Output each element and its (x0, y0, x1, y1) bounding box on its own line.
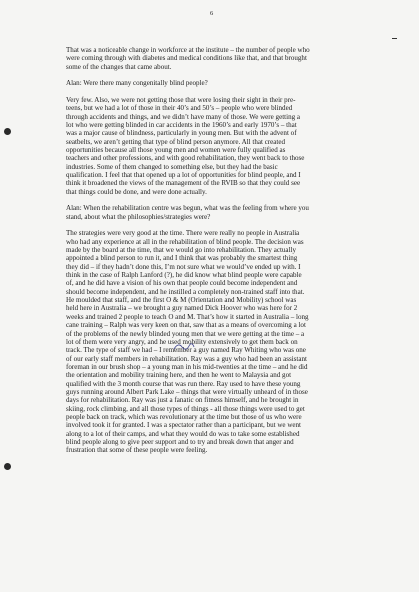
paragraph-p2 (66, 79, 366, 87)
punch-hole (4, 128, 11, 135)
text-line: were coming through with diabetes and medical conditions like that, and that brought (66, 54, 307, 63)
text-line: of, and he did have a vision of his own that people could become independent and (66, 279, 298, 288)
text-line: He moulded that staff, and the first O & M (Orientation and Mobility) school was (66, 296, 297, 305)
text-line: weeks and trained 2 people to teach O and M. That’s how it started in Australia – long (66, 312, 309, 321)
text-line: was a major cause of blindness, particularly in young men. But with the advent of (66, 129, 297, 138)
text-line: teens, but we had a lot of those in their 40’s and 50’s – people who were blinded (66, 104, 293, 113)
page-mark (392, 38, 397, 39)
text-line: through accidents and things, and we didn’t have many of those. We were getting a (66, 112, 301, 121)
text-line: people back on track, which was revolutionary at the time but those of us who were (66, 412, 302, 421)
text-line: made by the board at the time, that we would go into rehabilitation. They actually (66, 246, 297, 255)
paragraph-p1 (66, 46, 366, 71)
text-line: appointed a blind person to run it, and I think that was probably the smartest thing (66, 254, 298, 263)
text-line: frustration that some of these people were feeling. (66, 446, 208, 455)
handwritten-correction (173, 343, 195, 351)
text-line: blind people along to give peer support and to try and break down that anger and (66, 437, 294, 446)
text-line: Alan: Were there many congenitally blind people? (66, 79, 208, 88)
paragraph-p3 (66, 96, 366, 196)
text-line: along to a lot of their camps, and what they would do was to take some established (66, 429, 300, 438)
text-line: of our early staff members in rehabilitation. Ray was a guy who had been an assistant (66, 354, 307, 363)
text-line: Alan: When the rehabilitation centre was begun, what was the feeling from where you (66, 204, 309, 213)
text-line: the orientation and mobility training here, and then he went to Malaysia and got (66, 371, 292, 380)
text-line: stand, about what the philosophies/strategies were? (66, 212, 211, 221)
text-line: of the problems of the newly blinded young men that we were getting at the time – a (66, 329, 305, 338)
text-line: industries. Some of them changed to something else, but they had the basic (66, 162, 278, 171)
text-line: days for rehabilitation. Ray was just a fanatic on fitness himself, and he brought in (66, 396, 299, 405)
text-line: cane training – Ralph was very keen on that, saw that as a means of overcoming a lot (66, 321, 306, 330)
text-line: The strategies were very good at the time. There were really no people in Australia (66, 229, 300, 238)
text-line: qualified with the 3 month course that was run there. Ray used to have these young (66, 379, 301, 388)
text-line: they did – if they hadn’t done this, I’m not sure what we would’ve ended up with. I (66, 262, 301, 271)
text-line: track. The type of staff we had – I remember a guy named Ray Whiting who was one (66, 346, 306, 355)
text-line: think in the case of Ralph Lanford (?), he did know what blind people were capable (66, 271, 302, 280)
text-line: that things could be done, and were done actually. (66, 187, 207, 196)
text-line: held here in Australia – we brought a guy named Dick Hoover who was here for 2 (66, 304, 298, 313)
text-line: seatbelts, we aren’t getting that type of blind person anymore. All that created (66, 137, 286, 146)
transcript-body (66, 46, 366, 463)
text-line: opportunities because all those young men and women were fully qualified as (66, 146, 286, 155)
text-line: That was a noticeable change in workforce at the institute – the number of people who (66, 46, 310, 54)
text-line: lot of them were very angry, and he used mobility extensively to get them back on (66, 337, 298, 346)
page-number: 6 (210, 10, 214, 17)
text-line: who had any experience at all in the rehabilitation of blind people. The decision was (66, 237, 304, 246)
punch-hole (4, 463, 11, 470)
text-line: lot who were getting blinded in car accidents in the 1960’s and early 1970’s – that (66, 121, 297, 129)
text-line: foreman in our brush shop – a young man in his mid-twenties at the time – and he did (66, 362, 308, 371)
text-line: some of the changes that came about. (66, 62, 172, 71)
text-line: involved took it for granted. I was a spectator rather than a participant, but we went (66, 421, 302, 430)
paragraph-p5 (66, 229, 366, 454)
text-line: guys running around Albert Park Lake – things that were virtually unheard of in those (66, 387, 308, 396)
text-line: should become independent, and he instilled a completely non-trained staff into that. (66, 287, 305, 296)
text-line: skiing, rock climbing, and all those types of things - all those things were used to get (66, 404, 305, 413)
text-line: teachers and other professions, and with good rehabilitation, they went back to those (66, 154, 305, 163)
text-line: Very few. Also, we were not getting those that were losing their sight in their pre- (66, 95, 296, 104)
text-line: qualification. I feel that that opened up a lot of opportunities for blind people, and I (66, 171, 301, 180)
paragraph-p4 (66, 204, 366, 221)
text-line: think it broadened the views of the management of the RVIB so that they could see (66, 179, 301, 188)
